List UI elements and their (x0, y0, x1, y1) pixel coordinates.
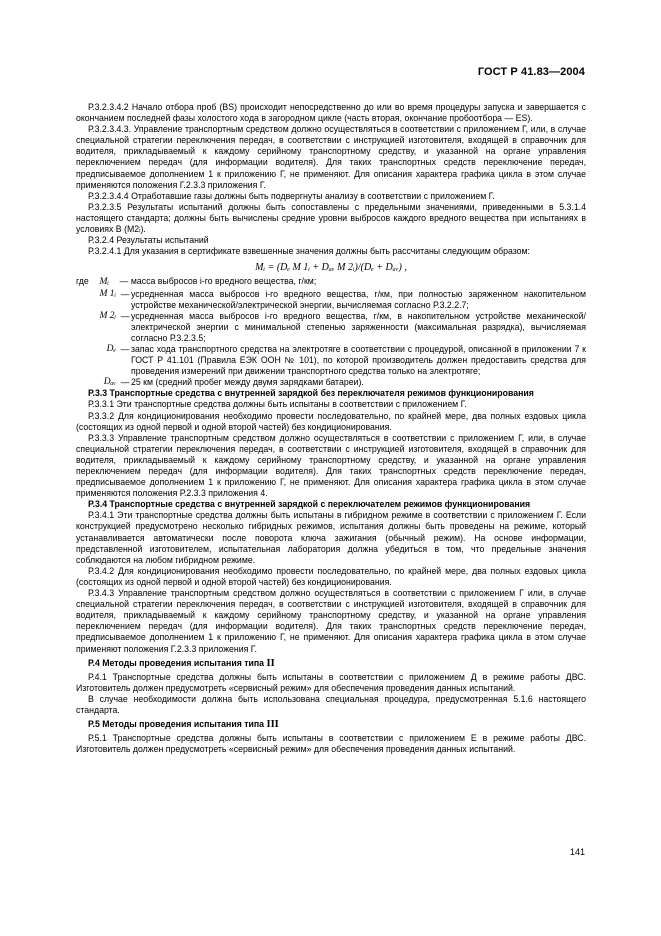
weighted-formula: Mᵢ = (Dₑ M 1ᵢ + Dₐᵥ M 2ᵢ)/(Dₑ + Dₐᵥ) , (255, 262, 407, 274)
section-heading (76, 658, 586, 669)
dash: — (120, 377, 130, 388)
section-heading: Р.3.3 Транспортные средства с внутренней зарядкой без переключателя режимов функционирования (88, 388, 534, 399)
definition-text: усредненная масса выбросов i-го вредного вещества, г/км, в накопительном устройстве механической/электрической энергии с минимальной степенью заряженности (максимальная разрядка), вычисляемая согласно Р.3.2.3.5; (131, 310, 586, 343)
definition-text: 25 км (средний пробег между двумя зарядками батареи). (131, 377, 364, 388)
paragraph: Р.3.2.3.4.4 Отработавшие газы должны быть подвергнуты анализу в соответствии с приложением Г. (88, 190, 495, 201)
definitions-list (88, 289, 586, 389)
paragraph: Р.3.3.3 Управление транспортным средством должно осуществляться в соответствии с приложением Г, или, в случае специальной стратегии переключения передач, в соответствии с инструкцией изготовителя, входящей в справочник для водителя, прикладываемый к каждому серийному транспортному средству, и указанной на органе управления переключением передач (для информации водителя). Для таких транспортных средств переключение передач, предписываемое дополнением 1 к приложению Г, не применяют. Для описания характера графика цикла в этом случае применяются положения Р.2.3.3 приложения 4. (76, 432, 586, 499)
definition-item (88, 289, 586, 311)
definition-item (88, 377, 586, 388)
paragraph: Р.5.1 Транспортные средства должны быть испытаны в соответствии с приложением Е в режиме работы ДВС. Изготовитель должен предусмотреть «сервисный режим» для обеспечения проведения данных испытаний. (76, 733, 586, 755)
section-heading: Р.3.4 Транспортные средства с внутренней зарядкой с переключателем режимов функционирования (88, 499, 531, 510)
roman-numeral: III (266, 719, 279, 731)
paragraph: Р.3.4.1 Эти транспортные средства должны быть испытаны в гибридном режиме в соответствии с приложением Г. Если конструкцией предусмотрено несколько гибридных режимов, испытания должны быть проведены на режиме, который устанавливается автоматически после поворота ключа зажигания (обычный режим). На основе информации, представленной изготовителем, испытательная лаборатория должна убедиться в том, что предельные значения соблюдаются на любом гибридном режиме. (76, 510, 586, 565)
where-label: где (76, 276, 89, 287)
paragraph: Р.3.2.4.1 Для указания в сертификате взвешенные значения должны быть рассчитаны следующим образом: (88, 246, 530, 257)
where-definition: — масса выбросов i-го вредного вещества, г/км; (119, 276, 317, 287)
page-body (76, 102, 586, 755)
dash: — (120, 310, 130, 321)
section-heading-text: Р.5 Методы проведения испытания типа (88, 719, 265, 730)
paragraph: Р.3.2.3.4.3. Управление транспортным средством должно осуществляться в соответствии с приложением Г, или, в случае специальной стратегии переключения передач, в соответствии с инструкцией изготовителя, входящей в справочник для водителя, прикладываемый к каждому серийному транспортному средству, и указанной на органе управления переключением передач (для информации водителя). Для таких транспортных средств переключение передач, предписываемое дополнением 1 к приложению Г, не применяют. Для описания характера графика цикла в этом случае применяются положения Г.2.3.3 приложения Г. (76, 124, 586, 190)
formula-symbol: Mᵢ (99, 277, 109, 288)
dash: — (120, 288, 130, 299)
formula-symbol: M 1ᵢ (99, 288, 116, 299)
formula-symbol: M 2ᵢ (99, 310, 116, 321)
paragraph: В случае необходимости должна быть использована специальная процедура, предусмотренная 5.1.6 настоящего стандарта. (76, 693, 586, 715)
paragraph: Р.3.2.4 Результаты испытаний (88, 235, 209, 246)
roman-numeral: II (266, 657, 275, 669)
definition-item (88, 344, 586, 377)
definition-text: запас хода транспортного средства на электротяге в соответствии с процедурой, описанной в приложении 7 к ГОСТ Р 41.101 (Правила ЕЭК ООН № 101), по которой производитель должен предоставить средства для проведения измерений при движении транспортного средства только на электротяге; (131, 343, 586, 377)
paragraph: Р.3.2.3.5 Результаты испытаний должны быть сопоставлены с предельными значениями, приведенными в 5.3.1.4 настоящего стандарта; должны быть вычислены средние уровни выбросов каждого вредного вещества при испытаниях в условиях В (М2ᵢ). (76, 201, 586, 235)
section-heading (76, 719, 586, 730)
paragraph: Р.3.4.3 Управление транспортным средством должно осуществляться в соответствии с приложением Г или, в случае специальной стратегии переключения передач, в соответствии с инструкцией изготовителя, входящей в справочник для водителя, прикладываемый к каждому серийному транспортному средству, и указанной на органе управления переключением передач (для информации водителя). Для таких транспортных средств переключение передач, предписываемое дополнением 1 к приложению Г, не применяют. Для описания характера графика цикла в этом случае применяют положения Г.2.3.3 приложения Г. (76, 588, 586, 654)
standard-header: ГОСТ Р 41.83—2004 (477, 66, 585, 78)
paragraph: Р.3.3.2 Для кондиционирования необходимо провести последовательно, по крайней мере, два полных ездовых цикла (состоящих из одной первой и одной второй частей) без кондиционирования. (76, 410, 586, 432)
section-heading-text: Р.4 Методы проведения испытания типа (88, 657, 265, 668)
definition-text: усредненная масса выбросов i-го вредного вещества, г/км, при полностью заряженном накопительном устройстве механической/электрической энергии, вычисляемая согласно Р.3.2.2.7; (131, 288, 586, 310)
paragraph: Р.3.2.3.4.2 Начало отбора проб (BS) происходит непосредственно до или во время процедуры запуска и завершается с окончанием последней фазы холостого хода в загородном цикле (часть вторая, окончание пробоотбора — ES). (76, 102, 586, 124)
formula-symbol: Dₐᵥ (103, 377, 116, 388)
paragraph: Р.3.3.1 Эти транспортные средства должны быть испытаны в соответствии с приложением Г. (88, 399, 467, 410)
paragraph: Р.3.4.2 Для кондиционирования необходимо провести последовательно, по крайней мере, два полных ездовых цикла (состоящих из одной первой и одной второй частей) без кондиционирования. (76, 565, 586, 587)
paragraph: Р.4.1 Транспортные средства должны быть испытаны в соответствии с приложением Д в режиме работы ДВС. Изготовитель должен предусмотреть «сервисный режим» для обеспечения проведения данных испытаний. (76, 671, 586, 693)
formula-symbol: Dₑ (106, 343, 116, 354)
page-number: 141 (569, 847, 585, 857)
where-line (76, 276, 586, 288)
dash: — (120, 343, 130, 354)
definition-item (88, 311, 586, 344)
